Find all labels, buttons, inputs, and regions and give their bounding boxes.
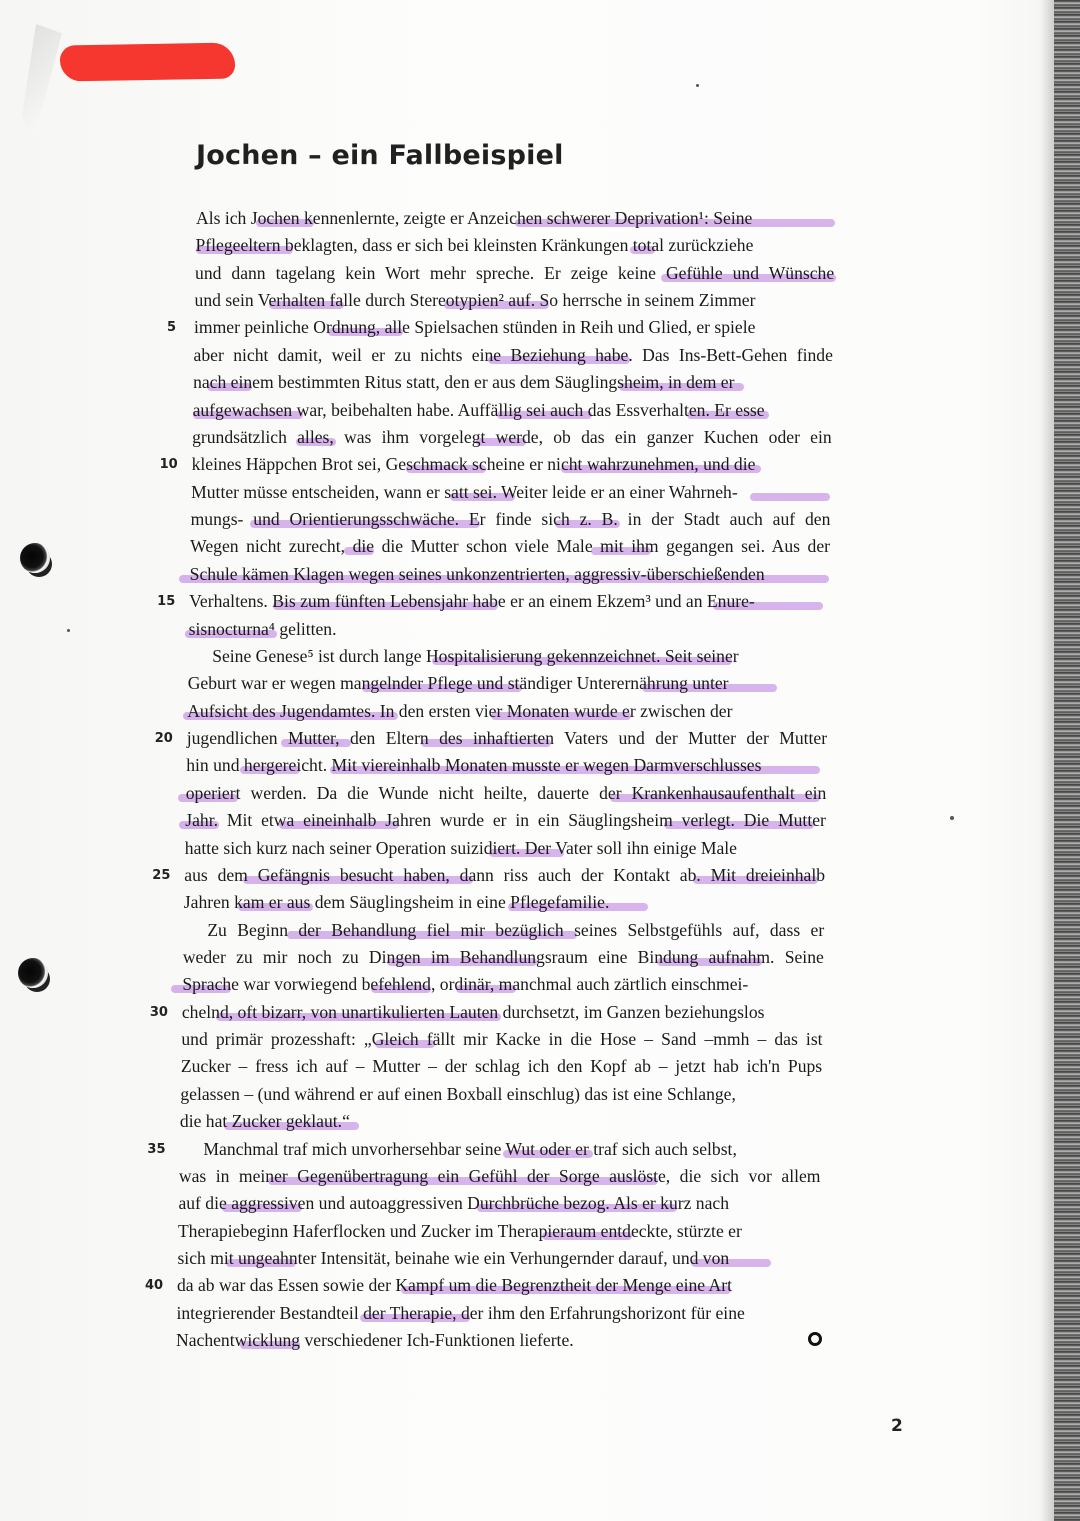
line-number: 40 — [144, 1278, 164, 1294]
redaction-mark — [60, 42, 236, 81]
text-line: Wegen nicht zurecht, die die Mutter schon viele Male mit ihm gegangen sei. Aus der — [190, 536, 831, 557]
line-number: 30 — [149, 1004, 168, 1020]
line-number: 10 — [159, 457, 178, 473]
text-line: mungs- und Orientierungsschwäche. Er finde sich z. B. in der Stadt auch auf den — [190, 509, 831, 530]
text-line: hin und hergereicht. Mit viereinhalb Monaten musste er wegen Darmverschlusses — [186, 755, 762, 776]
text-line: Verhaltens. Bis zum fünften Lebensjahr habe er an einem Ekzem³ und an Enure- — [189, 591, 755, 612]
text-line: sisnocturna⁴ gelitten. — [188, 618, 337, 639]
text-line: aufgewachsen war, beibehalten habe. Auffällig sei auch das Essverhalten. Er esse — [192, 399, 765, 420]
text-line: Therapiebeginn Haferflocken und Zucker im Therapieraum entdeckte, stürzte er — [177, 1220, 742, 1241]
text-line: Aufsicht des Jugendamtes. In den ersten vier Monaten wurde er zwischen der — [187, 700, 733, 721]
text-line: chelnd, oft bizarr, von unartikulierten Lauten durchsetzt, im Ganzen beziehungslos — [181, 1001, 765, 1022]
punch-hole-top — [20, 543, 50, 573]
text-line: die hat Zucker geklaut.“ — [179, 1111, 350, 1132]
text-line: kleines Häppchen Brot sei, Geschmack scheine er nicht wahrzunehmen, und die — [191, 454, 756, 475]
text-highlight — [750, 493, 830, 501]
text-line: Seine Genese⁵ ist durch lange Hospitalisierung gekennzeichnet. Seit seiner — [212, 645, 739, 666]
page-number: 2 — [891, 1416, 903, 1436]
text-line: und sein Verhalten falle durch Stereotypien² auf. So herrsche in seinem Zimmer — [194, 290, 756, 311]
punch-hole-bottom — [18, 958, 48, 988]
text-line: immer peinliche Ordnung, alle Spielsachen stünden in Reih und Glied, er spiele — [194, 317, 756, 338]
text-line: integrierender Bestandteil der Therapie, der ihm den Erfahrungshorizont für eine — [176, 1302, 745, 1323]
page-corner-shadow — [22, 24, 62, 139]
text-line: Nachentwicklung verschiedener Ich-Funktionen lieferte. — [176, 1330, 574, 1351]
text-line: Jahren kam er aus dem Säuglingsheim in eine Pflegefamilie. — [183, 892, 610, 913]
line-number: 20 — [154, 731, 173, 747]
text-line: Sprache war vorwiegend befehlend, ordinär, manchmal auch zärtlich einschmei- — [182, 974, 749, 995]
text-line: hatte sich kurz nach seiner Operation suizidiert. Der Vater soll ihn einige Male — [184, 837, 737, 858]
text-line: Geburt war er wegen mangelnder Pflege und ständiger Unterernährung unter — [187, 673, 729, 694]
line-number: 5 — [167, 320, 177, 336]
text-line: Zu Beginn der Behandlung fiel mir bezüglich seines Selbstgefühls auf, dass er — [207, 919, 825, 940]
binder-edge — [1054, 0, 1080, 1521]
text-line: und primär prozesshaft: „Gleich fällt mir Kacke in die Hose – Sand –mmh – das ist — [181, 1029, 823, 1050]
speck — [696, 84, 699, 87]
end-circle-mark — [808, 1332, 822, 1346]
text-line: Zucker – fress ich auf – Mutter – der schlag ich den Kopf ab – jetzt hab ich'n Pups — [180, 1056, 823, 1077]
text-line: aber nicht damit, weil er zu nichts eine Beziehung habe. Das Ins-Bett-Gehen finde — [193, 344, 833, 365]
text-line: Als ich Jochen kennenlernte, zeigte er Anzeichen schwerer Deprivation¹: Seine — [196, 208, 753, 228]
text-line: Schule kämen Klagen wegen seines unkonzentrierten, aggressiv-überschießenden — [189, 563, 765, 584]
speck — [950, 816, 954, 820]
text-line: operiert werden. Da die Wunde nicht heilte, dauerte der Krankenhausaufenthalt ein — [185, 782, 827, 803]
text-line: jugendlichen Mutter, den Eltern des inhaftierten Vaters und der Mutter der Mutter — [186, 728, 828, 749]
line-number: 35 — [147, 1141, 166, 1157]
line-number: 15 — [157, 594, 176, 610]
text-line: nach einem bestimmten Ritus statt, den er aus dem Säuglingsheim, in dem er — [193, 372, 735, 393]
line-number: 25 — [152, 867, 171, 883]
text-line: grundsätzlich alles, was ihm vorgelegt werde, ob das ein ganzer Kuchen oder ein — [192, 426, 832, 447]
text-line: da ab war das Essen sowie der Kampf um die Begrenztheit der Menge eine Art — [176, 1275, 732, 1296]
text-line: und dann tagelang kein Wort mehr spreche. Er zeige keine Gefühle und Wünsche — [195, 262, 835, 283]
text-line: Mutter müsse entscheiden, wann er satt sei. Weiter leide er an einer Wahrneh- — [191, 481, 738, 502]
text-line: Manchmal traf mich unvorhersehbar seine Wut oder er traf sich auch selbst, — [203, 1138, 737, 1159]
text-line: auf die aggressiven und autoaggressiven Durchbrüche bezog. Als er kurz nach — [178, 1193, 730, 1214]
text-line: Pflegeeltern beklagten, dass er sich bei kleinsten Kränkungen total zurückziehe — [195, 235, 754, 256]
text-line: weder zu mir noch zu Dingen im Behandlungsraum eine Bindung aufnahm. Seine — [182, 946, 824, 967]
text-line: was in meiner Gegenübertragung ein Gefühl der Sorge auslöste, die sich vor allem — [178, 1165, 821, 1186]
text-line: sich mit ungeahnter Intensität, beinahe wie ein Verhungernder darauf, und von — [177, 1248, 730, 1269]
text-line: gelassen – (und während er auf einen Boxball einschlug) das ist eine Schlange, — [180, 1083, 736, 1104]
text-line: aus dem Gefängnis besucht haben, dann riss auch der Kontakt ab. Mit dreieinhalb — [184, 864, 826, 885]
document-title: Jochen – ein Fallbeispiel — [196, 140, 564, 171]
text-line: Jahr. Mit etwa eineinhalb Jahren wurde er in ein Säuglingsheim verlegt. Die Mutter — [185, 810, 826, 831]
speck — [67, 629, 70, 632]
